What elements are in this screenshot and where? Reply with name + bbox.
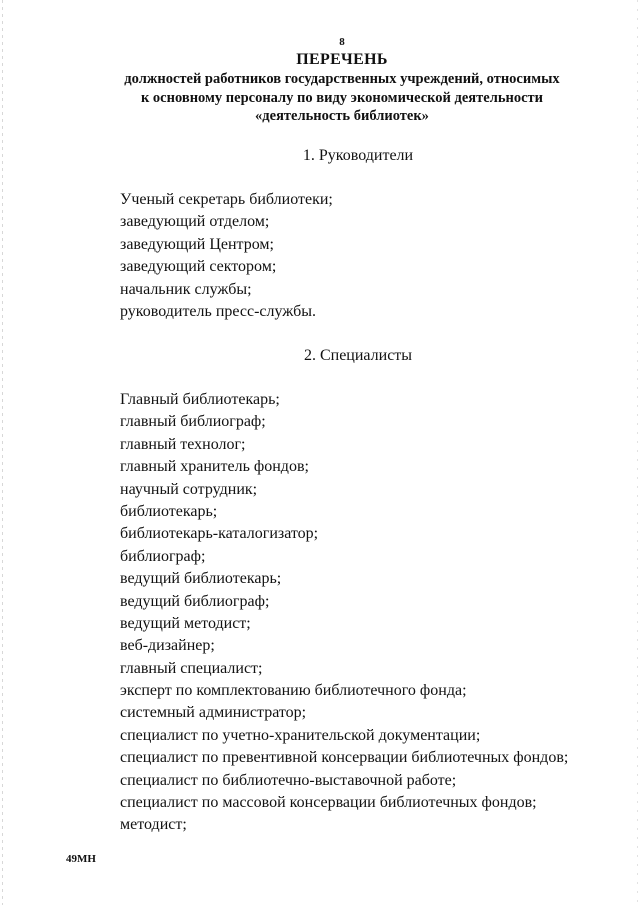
list-item: главный технолог; [120, 435, 246, 453]
list-item: главный хранитель фондов; [120, 458, 309, 476]
section-title-specialists: 2. Специалисты [303, 347, 413, 364]
list-item: Главный библиотекарь; [120, 391, 280, 408]
list-item: специалист по учетно-хранительской документации; [120, 726, 481, 744]
specialists-list [120, 389, 568, 837]
document-subtitle-line-3: «деятельность библиотек» [255, 108, 429, 124]
list-item: библиотекарь-каталогизатор; [120, 525, 319, 543]
page-number: 8 [339, 36, 345, 48]
list-item: ведущий библиограф; [120, 592, 270, 610]
list-item: библиотекарь; [120, 502, 218, 520]
section-title-managers: 1. Руководители [302, 147, 414, 164]
list-item: главный библиограф; [120, 413, 266, 431]
list-item: начальник службы; [120, 280, 252, 298]
list-item: ведущий библиотекарь; [120, 570, 282, 588]
list-item: специалист по библиотечно-выставочной работе; [120, 771, 457, 789]
list-item: специалист по превентивной консервации библиотечных фондов; [120, 749, 569, 767]
list-item: системный администратор; [120, 704, 307, 722]
scan-edge-left [2, 0, 3, 905]
list-item: научный сотрудник; [120, 480, 258, 498]
list-item: заведующий отделом; [120, 213, 270, 231]
list-item: эксперт по комплектованию библиотечного фонда; [120, 682, 467, 700]
list-item: руководитель пресс-службы. [120, 302, 317, 320]
list-item: специалист по массовой консервации библиотечных фондов; [120, 794, 537, 812]
list-item: заведующий сектором; [120, 258, 277, 276]
list-item: методист; [120, 816, 187, 834]
list-item: заведующий Центром; [120, 235, 274, 253]
managers-list [120, 189, 333, 323]
list-item: Ученый секретарь библиотеки; [120, 191, 333, 208]
footer-document-code: 49МН [66, 853, 96, 865]
document-subtitle-line-2: к основному персоналу по виду экономической деятельности [140, 90, 544, 106]
list-item: веб-дизайнер; [120, 637, 215, 655]
document-title: ПЕРЕЧЕНЬ [296, 51, 388, 68]
list-item: главный специалист; [120, 659, 263, 677]
list-item: ведущий методист; [120, 614, 251, 632]
scan-edge-right [637, 0, 638, 905]
document-subtitle-line-1: должностей работников государственных учреждений, относимых [124, 71, 560, 87]
list-item: библиограф; [120, 547, 206, 565]
